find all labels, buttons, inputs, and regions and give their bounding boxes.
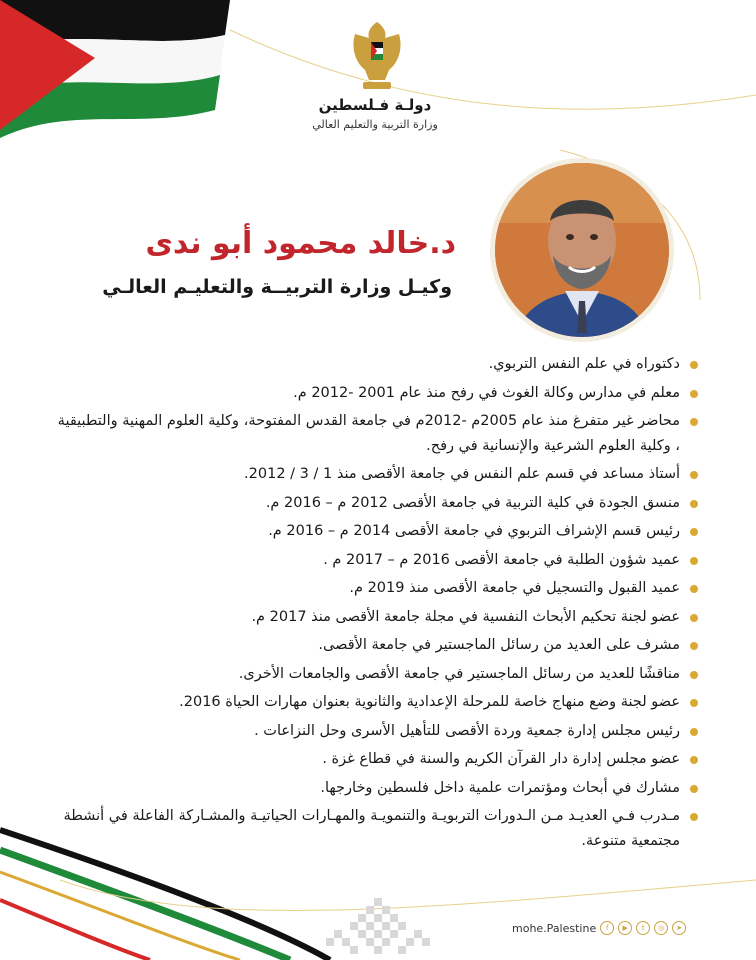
- bio-item: [50, 719, 700, 744]
- person-portrait-image: [495, 163, 669, 337]
- youtube-icon[interactable]: ▶: [618, 921, 632, 935]
- bio-item: [50, 804, 700, 853]
- bullet-icon: [690, 471, 698, 479]
- bio-item: [50, 576, 700, 601]
- bio-item-text: عميد القبول والتسجيل في جامعة الأقصى منذ 2019 م.: [349, 580, 680, 596]
- bio-item: [50, 633, 700, 658]
- footer: [512, 918, 752, 938]
- bio-item-text: مناقشًا للعديد من رسائل الماجستير في جامعة الأقصى والجامعات الأخرى.: [238, 665, 680, 682]
- bio-item: [50, 662, 700, 687]
- bio-item: [50, 409, 700, 458]
- instagram-icon[interactable]: ◎: [654, 921, 668, 935]
- bullet-icon: [690, 785, 698, 793]
- bio-item-text: رئيس مجلس إدارة جمعية وردة الأقصى للتأهيل الأسرى وحل النزاعات .: [254, 722, 680, 739]
- bio-item: [50, 352, 700, 377]
- bio-item: [50, 776, 700, 801]
- bullet-icon: [690, 614, 698, 622]
- bullet-icon: [690, 671, 698, 679]
- bullet-icon: [690, 756, 698, 764]
- bio-item-text: معلم في مدارس وكالة الغوث في رفح منذ عام 2001 -2012 م.: [293, 384, 680, 401]
- palestine-flag-image: [0, 0, 230, 150]
- social-handle: mohe.Palestine: [512, 921, 597, 935]
- bullet-icon: [690, 528, 698, 536]
- bio-item-text: عضو مجلس إدارة دار القرآن الكريم والسنة في قطاع غزة .: [322, 751, 680, 767]
- bullet-icon: [690, 361, 698, 369]
- facebook-icon[interactable]: f: [600, 921, 614, 935]
- bio-item-text: محاضر غير متفرغ منذ عام 2005م -2012م في جامعة القدس المفتوحة، وكلية العلوم المهنية والتطبيقية ، وكلية العلوم الشرعية والإنسانية في رفح.: [57, 413, 680, 454]
- bio-item: [50, 519, 700, 544]
- twitter-icon[interactable]: t: [636, 921, 650, 935]
- ministry-name: وزارة التربية والتعليم العالي: [312, 118, 438, 131]
- bio-item-text: رئيس قسم الإشراف التربوي في جامعة الأقصى 2014 م – 2016 م.: [268, 523, 680, 539]
- bullet-icon: [690, 390, 698, 398]
- state-name: دولـة فـلسطين: [318, 96, 432, 114]
- bio-list: [50, 352, 700, 857]
- bio-item-text: أستاذ مساعد في قسم علم النفس في جامعة الأقصى منذ 1 / 3 / 2012.: [244, 466, 680, 482]
- bullet-icon: [690, 500, 698, 508]
- bullet-icon: [690, 585, 698, 593]
- bio-item: [50, 605, 700, 630]
- bio-item-text: منسق الجودة في كلية التربية في جامعة الأقصى 2012 م – 2016 م.: [265, 494, 680, 511]
- bio-item-text: مشارك في أبحاث ومؤتمرات علمية داخل فلسطين وخارجها.: [320, 779, 680, 796]
- bio-item: [50, 381, 700, 406]
- bio-item: [50, 548, 700, 573]
- bio-item: [50, 491, 700, 516]
- bio-item: [50, 747, 700, 772]
- palestine-emblem-icon: [345, 18, 409, 92]
- bio-item: [50, 462, 700, 487]
- bio-item-text: دكتوراه في علم النفس التربوي.: [488, 356, 680, 372]
- bio-item-text: عميد شؤون الطلبة في جامعة الأقصى 2016 م – 2017 م .: [323, 551, 680, 568]
- person-title: وكيـل وزارة التربيــة والتعليـم العالـي: [102, 276, 452, 298]
- bio-item: [50, 690, 700, 715]
- telegram-icon[interactable]: ➤: [672, 921, 686, 935]
- bio-item-text: عضو لجنة وضع منهاج خاصة للمرحلة الإعدادية والثانوية بعنوان مهارات الحياة 2016.: [179, 694, 680, 710]
- bullet-icon: [690, 699, 698, 707]
- embroidery-pattern-icon: [322, 896, 434, 960]
- bullet-icon: [690, 418, 698, 426]
- bullet-icon: [690, 642, 698, 650]
- bullet-icon: [690, 728, 698, 736]
- bio-item-text: مشرف على العديد من رسائل الماجستير في جامعة الأقصى.: [318, 637, 680, 653]
- bio-item-text: مـدرب فـي العديـد مـن الـدورات التربويـة والتنمويـة والمهـارات الحياتيـة والمشـاركة الفاعلة في أنشطة مجتمعية متنوعة.: [63, 808, 680, 849]
- bio-item-text: عضو لجنة تحكيم الأبحاث النفسية في مجلة جامعة الأقصى منذ 2017 م.: [251, 608, 680, 625]
- bullet-icon: [690, 557, 698, 565]
- person-name: د.خالد محمود أبو ندى: [145, 226, 456, 261]
- bullet-icon: [690, 813, 698, 821]
